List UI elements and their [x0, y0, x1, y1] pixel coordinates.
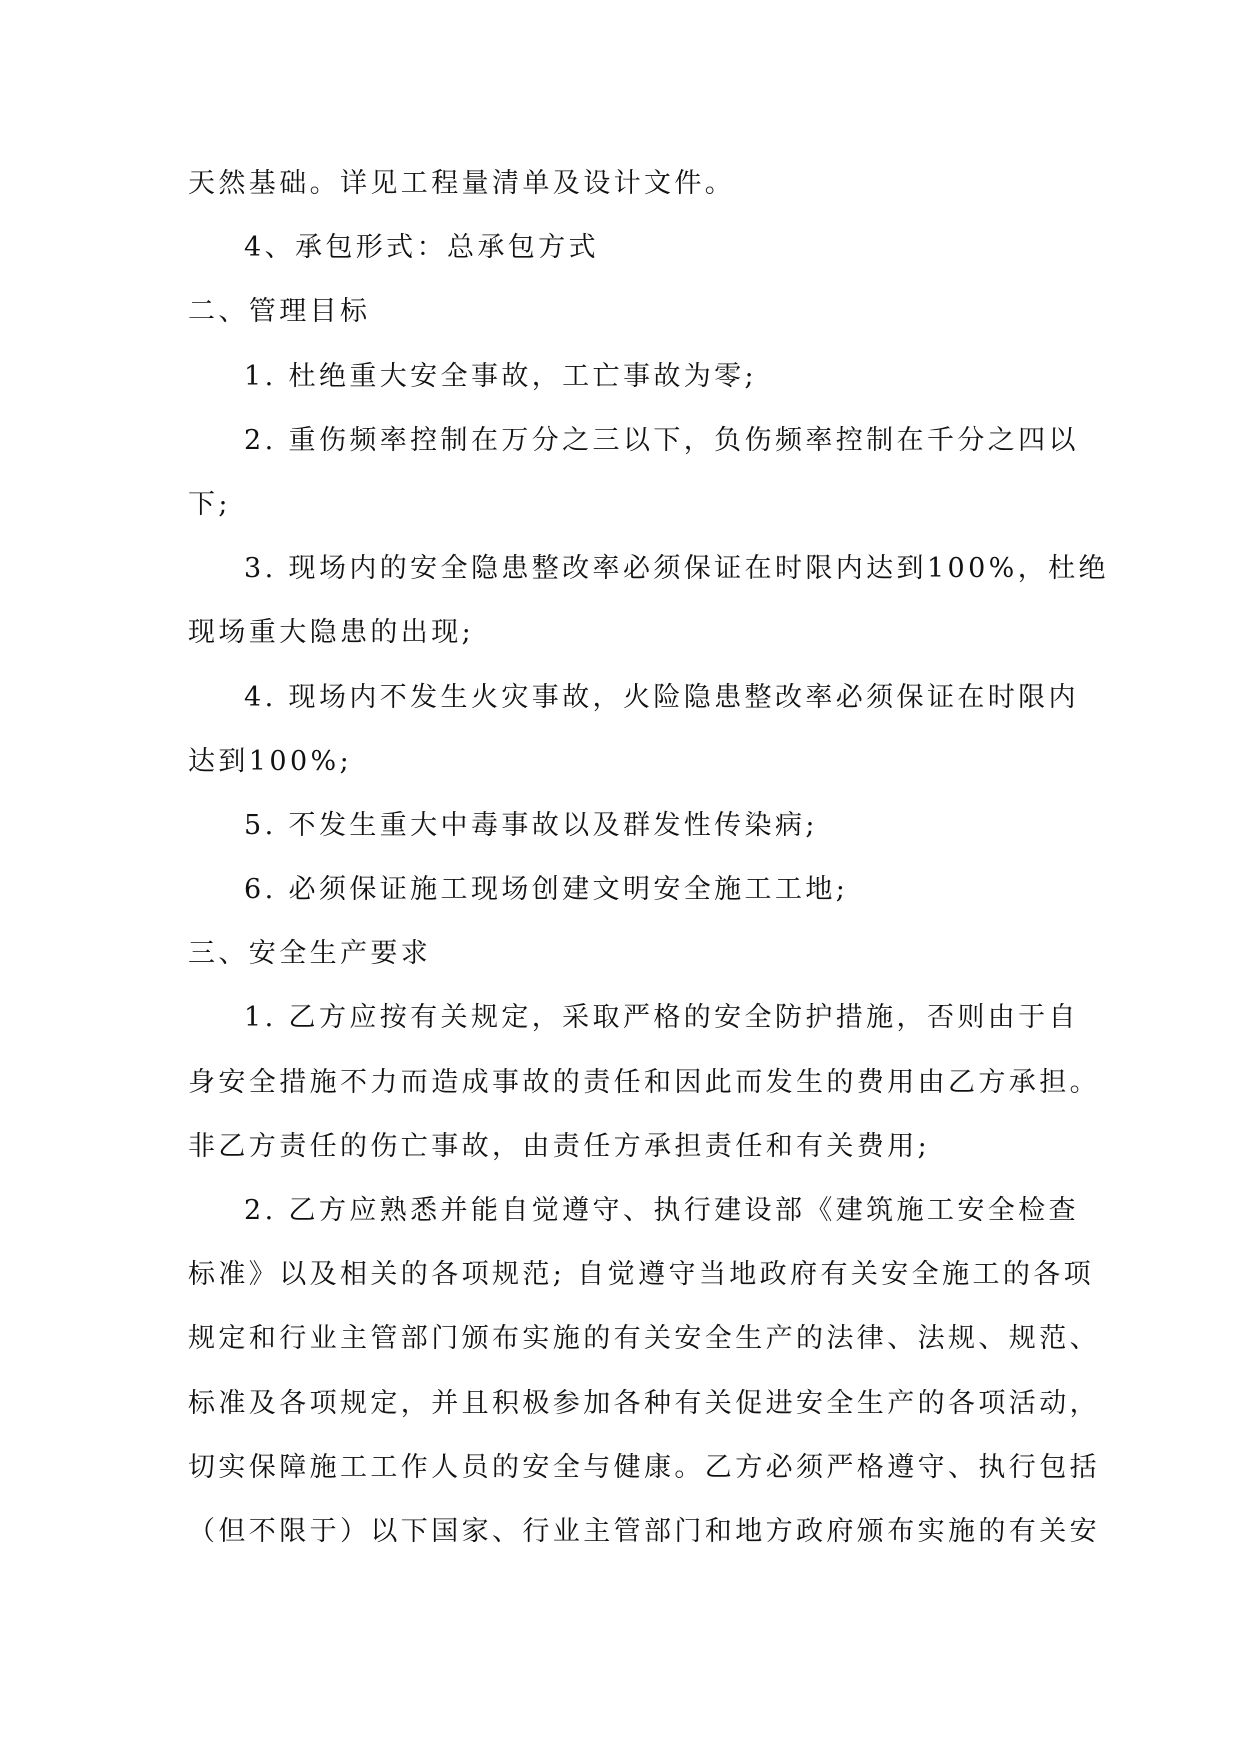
document-body — [188, 152, 1109, 1564]
text-line: 天然基础。详见工程量清单及设计文件。 — [188, 168, 736, 199]
list-item-continuation: 标准》以及相关的各项规范; 自觉遵守当地政府有关安全施工的各项 — [188, 1259, 1095, 1291]
list-item: 4. 现场内不发生火灾事故，火险隐患整改率必须保证在时限内 — [244, 681, 1079, 713]
list-item-continuation: 标准及各项规定，并且积极参加各种有关促进安全生产的各项活动， — [188, 1387, 1100, 1419]
list-item: 2. 乙方应熟悉并能自觉遵守、执行建设部《建筑施工安全检查 — [244, 1195, 1079, 1226]
list-item-continuation: 现场重大隐患的出现; — [188, 617, 475, 649]
section-heading-management-goals: 二、管理目标 — [188, 296, 371, 328]
list-item: 2. 重伤频率控制在万分之三以下，负伤频率控制在千分之四以 — [244, 424, 1079, 456]
list-item-continuation: 下; — [188, 488, 231, 520]
list-item: 1. 乙方应按有关规定，采取严格的安全防护措施，否则由于自 — [244, 1002, 1079, 1034]
section-heading-safety-requirements: 三、安全生产要求 — [188, 938, 432, 970]
list-item: 3. 现场内的安全隐患整改率必须保证在时限内达到100%，杜绝 — [244, 553, 1109, 585]
list-item-continuation: 达到100%; — [188, 745, 353, 777]
list-item-continuation: 规定和行业主管部门颁布实施的有关安全生产的法律、法规、规范、 — [188, 1323, 1100, 1355]
text-line-contract-form: 4、承包形式：总承包方式 — [244, 232, 599, 264]
list-item-continuation: 非乙方责任的伤亡事故，由责任方承担责任和有关费用; — [188, 1130, 931, 1162]
list-item: 6. 必须保证施工现场创建文明安全施工工地; — [244, 874, 849, 906]
list-item-continuation: （但不限于）以下国家、行业主管部门和地方政府颁布实施的有关安 — [188, 1515, 1100, 1547]
list-item: 1. 杜绝重大安全事故，工亡事故为零; — [244, 360, 758, 392]
list-item: 5. 不发生重大中毒事故以及群发性传染病; — [244, 809, 818, 841]
list-item-continuation: 身安全措施不力而造成事故的责任和因此而发生的费用由乙方承担。 — [188, 1066, 1100, 1098]
list-item-continuation: 切实保障施工工作人员的安全与健康。乙方必须严格遵守、执行包括 — [188, 1451, 1100, 1483]
